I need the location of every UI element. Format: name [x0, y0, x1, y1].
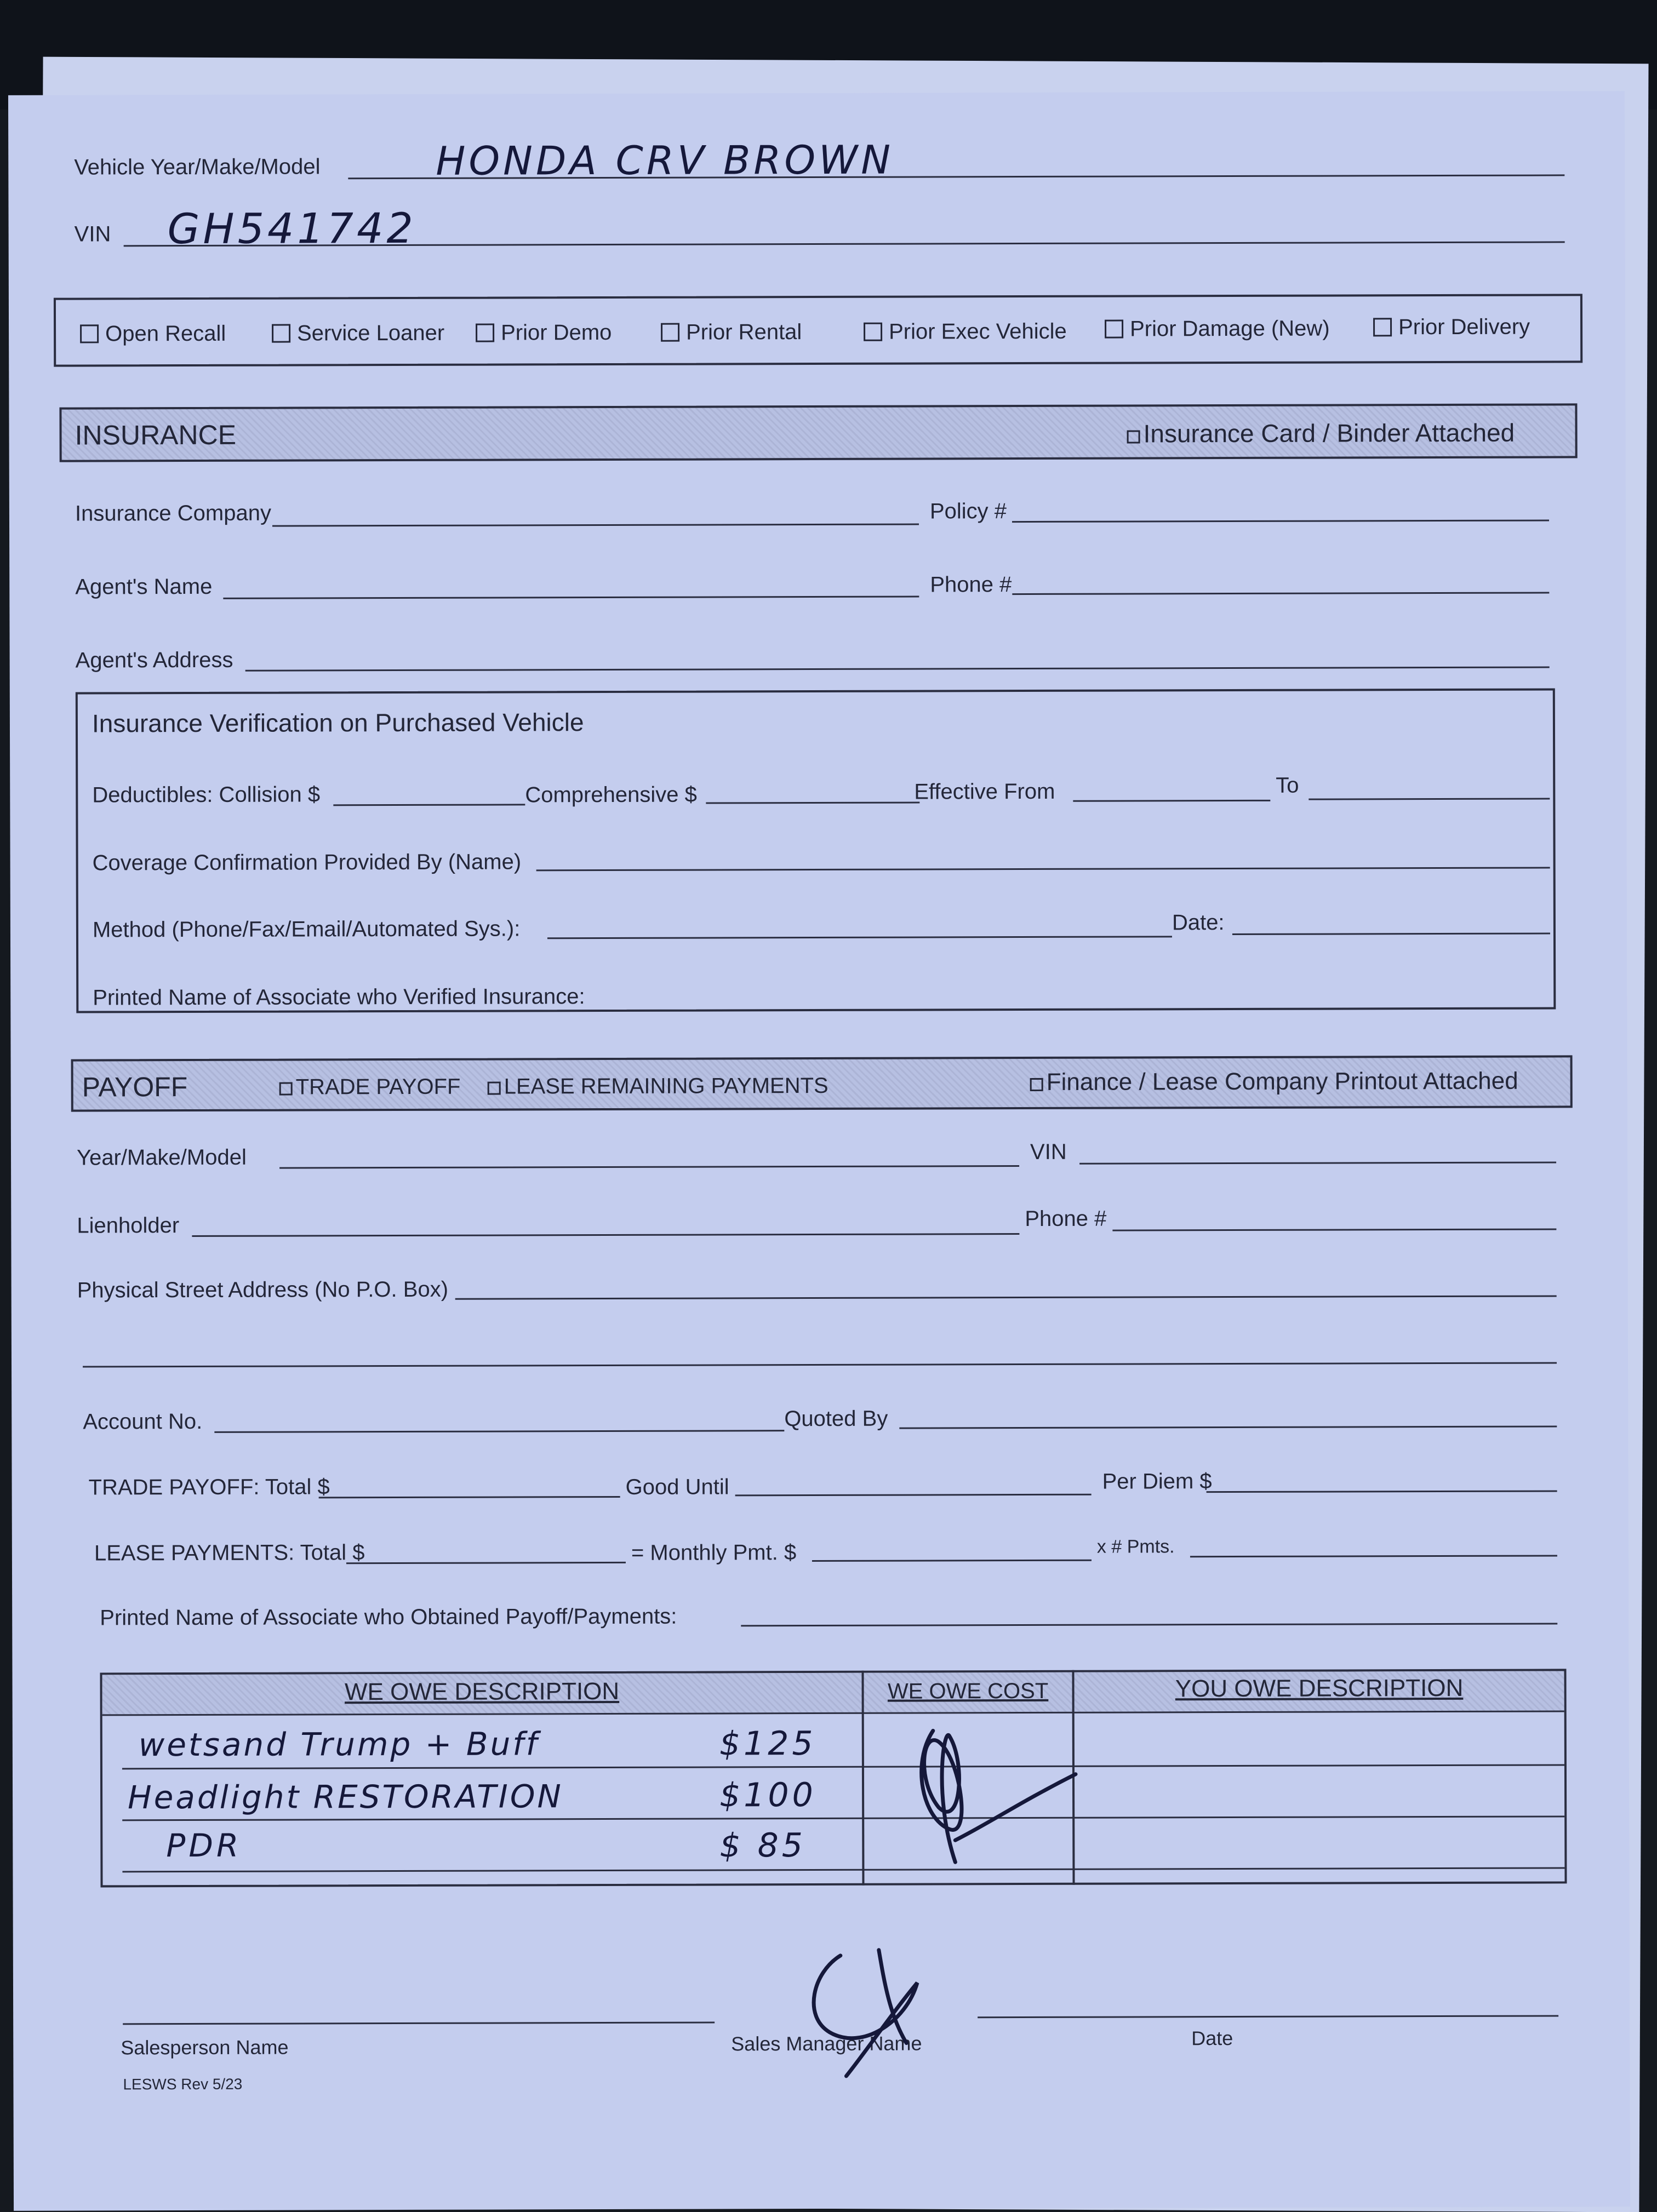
insurance-company-line[interactable] — [272, 524, 919, 527]
payoff-title: PAYOFF — [82, 1071, 188, 1103]
service-loaner-option[interactable]: Service Loaner — [272, 321, 444, 346]
trade-payoff-checkbox[interactable] — [279, 1082, 293, 1096]
comprehensive-label: Comprehensive $ — [525, 782, 697, 807]
prior-delivery-checkbox[interactable] — [1373, 318, 1392, 336]
we-owe-row-1-cost: $125 — [719, 1724, 816, 1763]
form-revision-code: LESWS Rev 5/23 — [123, 2075, 243, 2093]
lienholder-phone-line[interactable] — [1112, 1228, 1556, 1231]
payoff-vin-line[interactable] — [1079, 1161, 1556, 1164]
lease-payments-total-line[interactable] — [346, 1562, 626, 1564]
verification-method-label: Method (Phone/Fax/Email/Automated Sys.): — [92, 916, 521, 942]
printout-attached-option[interactable]: Finance / Lease Company Printout Attached — [1030, 1068, 1518, 1096]
payoff-associate-label: Printed Name of Associate who Obtained Payoff/Payments: — [100, 1604, 677, 1630]
verification-date-label: Date: — [1172, 910, 1225, 935]
monthly-payment-label: = Monthly Pmt. $ — [631, 1540, 797, 1565]
lienholder-line[interactable] — [192, 1233, 1019, 1237]
vehicle-year-make-model-label: Vehicle Year/Make/Model — [74, 154, 321, 180]
agent-name-line[interactable] — [223, 596, 919, 599]
insurance-title: INSURANCE — [75, 419, 237, 451]
signature-date-label: Date — [1191, 2027, 1233, 2050]
trade-payoff-total-label: TRADE PAYOFF: Total $ — [88, 1475, 330, 1500]
prior-exec-vehicle-option[interactable]: Prior Exec Vehicle — [864, 319, 1067, 345]
lienholder-phone-label: Phone # — [1025, 1206, 1107, 1231]
payoff-associate-line[interactable] — [741, 1623, 1557, 1626]
physical-street-address-line-2[interactable] — [83, 1362, 1557, 1367]
lease-remaining-option[interactable]: LEASE REMAINING PAYMENTS — [488, 1074, 828, 1099]
number-of-payments-line[interactable] — [1190, 1555, 1557, 1557]
salesperson-signature-line[interactable] — [123, 2022, 715, 2025]
trade-payoff-total-line[interactable] — [319, 1496, 620, 1498]
sales-manager-signature — [780, 1939, 978, 2082]
sales-manager-name-label: Sales Manager Name — [731, 2032, 922, 2055]
account-number-label: Account No. — [83, 1409, 203, 1434]
agent-phone-line[interactable] — [1012, 592, 1549, 595]
agent-address-label: Agent's Address — [75, 647, 233, 673]
good-until-label: Good Until — [625, 1475, 729, 1499]
we-owe-row-1-description: wetsand Trump + Buff — [138, 1725, 540, 1764]
we-owe-row-3-cost: $ 85 — [719, 1826, 807, 1865]
agent-address-line[interactable] — [245, 667, 1550, 672]
lienholder-label: Lienholder — [77, 1213, 180, 1238]
we-owe-row-3-description: PDR — [166, 1826, 242, 1865]
open-recall-option[interactable]: Open Recall — [80, 322, 226, 347]
we-owe-row-2-description: Headlight RESTORATION — [127, 1778, 563, 1816]
physical-street-address-label: Physical Street Address (No P.O. Box) — [77, 1277, 449, 1303]
prior-exec-vehicle-checkbox[interactable] — [864, 323, 882, 341]
monthly-payment-line[interactable] — [812, 1560, 1092, 1562]
coverage-confirmation-label: Coverage Confirmation Provided By (Name) — [92, 850, 522, 875]
vin-label: VIN — [74, 222, 111, 247]
you-owe-description-header: YOU OWE DESCRIPTION — [1175, 1674, 1464, 1703]
prior-damage-new-option[interactable]: Prior Damage (New) — [1105, 317, 1330, 342]
service-loaner-checkbox[interactable] — [272, 324, 290, 343]
insurance-card-checkbox[interactable] — [1127, 430, 1140, 443]
per-diem-label: Per Diem $ — [1102, 1469, 1212, 1494]
insurance-card-attached-option[interactable]: Insurance Card / Binder Attached — [1127, 418, 1515, 449]
printout-attached-checkbox[interactable] — [1030, 1078, 1043, 1091]
policy-number-line[interactable] — [1012, 520, 1549, 523]
verification-title: Insurance Verification on Purchased Vehicle — [92, 708, 584, 738]
prior-rental-checkbox[interactable] — [661, 323, 679, 342]
per-diem-line[interactable] — [1207, 1490, 1557, 1493]
quoted-by-label: Quoted By — [784, 1406, 888, 1431]
vehicle-year-make-model-value: HONDA CRV BROWN — [436, 136, 894, 184]
lease-payments-total-label: LEASE PAYMENTS: Total $ — [94, 1540, 365, 1566]
effective-from-label: Effective From — [914, 779, 1055, 804]
agent-phone-label: Phone # — [930, 572, 1012, 597]
verifying-associate-label: Printed Name of Associate who Verified Insurance: — [93, 984, 585, 1010]
prior-demo-option[interactable]: Prior Demo — [476, 320, 612, 346]
deductibles-collision-label: Deductibles: Collision $ — [92, 782, 321, 807]
we-owe-cost-initials-signature — [900, 1698, 1087, 1884]
prior-delivery-option[interactable]: Prior Delivery — [1373, 315, 1530, 340]
vin-value: GH541742 — [167, 203, 416, 254]
delivery-form-sheet — [8, 91, 1630, 2211]
we-owe-cost-header: WE OWE COST — [887, 1678, 1049, 1704]
prior-rental-option[interactable]: Prior Rental — [661, 320, 802, 345]
payoff-year-make-model-line[interactable] — [279, 1165, 1019, 1169]
open-recall-checkbox[interactable] — [80, 324, 99, 343]
payoff-vin-label: VIN — [1030, 1139, 1067, 1164]
we-owe-description-header: WE OWE DESCRIPTION — [344, 1677, 620, 1706]
effective-to-label: To — [1276, 773, 1299, 798]
physical-street-address-line[interactable] — [455, 1295, 1557, 1299]
agent-name-label: Agent's Name — [75, 574, 213, 599]
good-until-line[interactable] — [735, 1494, 1092, 1497]
policy-number-label: Policy # — [929, 499, 1007, 524]
salesperson-name-label: Salesperson Name — [121, 2036, 289, 2059]
prior-demo-checkbox[interactable] — [476, 324, 494, 342]
account-number-line[interactable] — [214, 1430, 784, 1433]
payoff-year-make-model-label: Year/Make/Model — [76, 1145, 247, 1170]
number-of-payments-label: x # Pmts. — [1096, 1536, 1175, 1557]
prior-damage-new-checkbox[interactable] — [1105, 320, 1123, 339]
quoted-by-line[interactable] — [899, 1425, 1557, 1429]
we-owe-row-2-cost: $100 — [719, 1776, 816, 1815]
lease-remaining-checkbox[interactable] — [488, 1082, 501, 1095]
trade-payoff-option[interactable]: TRADE PAYOFF — [279, 1075, 461, 1100]
sales-manager-signature-line[interactable] — [978, 2015, 1558, 2018]
insurance-company-label: Insurance Company — [75, 501, 271, 526]
